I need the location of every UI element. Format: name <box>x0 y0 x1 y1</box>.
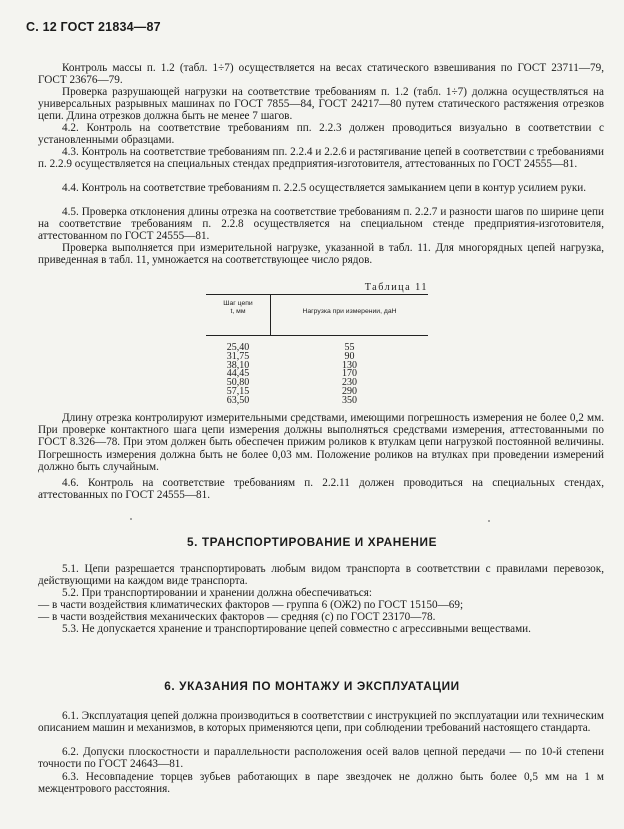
table-cell-pitch: 44,45 <box>226 368 250 380</box>
paragraph-6-3: 6.3. Несовпадение торцев зубьев работающих в паре звездочек не должно быть более 0,5 мм на 1 м межцентрового расстояния. <box>38 771 604 796</box>
paragraph-4-5: 4.5. Проверка отклонения длины отрезка на соответствие требованиям п. 2.2.7 и разности шагов по ширине цепи на соответствие требованиям п. 2.2.8 осуществляется на специальном стенде предприятия-изготовителя, аттестованном по ГОСТ 24555—81. <box>38 206 604 243</box>
paragraph-4-4: 4.4. Контроль на соответствие требованиям п. 2.2.5 осуществляется замыканием цепи в контур усилием руки. <box>62 182 587 194</box>
table-header-pitch-line1: Шаг цепи <box>223 300 253 307</box>
table-cell-load: 90 <box>344 350 355 362</box>
table-divider-vertical <box>270 295 271 335</box>
paragraph-length-measurement: Длину отрезка контролируют измерительными средствами, имеющими погрешность измерения не более 0,2 мм. При проверке контактного шага цепи измерения должны выполняться средствами измерения, аттестованными по ГОСТ 8.326—78. При этом должен быть обеспечен прижим роликов к втулкам цепи нагрузкой постоянной величины. Погрешность измерения должна быть не более 0,03 мм. Положение роликов на втулках при проведении измерений должно быть случайным. <box>38 412 604 473</box>
paragraph-5-1: 5.1. Цепи разрешается транспортировать любым видом транспорта в соответствии с правилами перевозок, действующими на каждом виде транспорта. <box>38 563 604 588</box>
paragraph-5-3: 5.3. Не допускается хранение и транспортирование цепей совместно с агрессивными веществами. <box>62 623 531 635</box>
paragraph-5-2-climate: — в части воздействия климатических факторов — группа 6 (ОЖ2) по ГОСТ 15150—69; <box>38 599 464 611</box>
paragraph-6-2: 6.2. Допуски плоскостности и параллельности расположения осей валов цепной передачи — по 10-й степени точности по ГОСТ 24643—81. <box>38 746 604 771</box>
section-6-title: 6. УКАЗАНИЯ ПО МОНТАЖУ И ЭКСПЛУАТАЦИИ <box>164 679 460 693</box>
paragraph-4-2: 4.2. Контроль на соответствие требованиям пп. 2.2.3 должен проводиться визуально в соответствии с установленными образцами. <box>38 122 604 147</box>
table-cell-pitch: 38,10 <box>226 359 250 371</box>
table-header-pitch-line2: t, мм <box>230 308 246 315</box>
table-header-load: Нагрузка при измерении, даН <box>302 308 397 315</box>
paragraph-mass-control: Контроль массы п. 1.2 (табл. 1÷7) осуществляется на весах статического взвешивания по ГОСТ 23711—79, ГОСТ 23676—79. <box>38 62 604 87</box>
table-cell-load: 55 <box>344 342 355 353</box>
table-column-pitch <box>206 335 270 406</box>
table-cell-load: 170 <box>342 368 357 380</box>
scan-speck <box>488 520 490 522</box>
paragraph-4-3: 4.3. Контроль на соответствие требованиям пп. 2.2.4 и 2.2.6 и растягивание цепей в соответствии с требованиями п. 2.2.9 осуществляется на специальных стендах предприятия-изготовителя, аттестованных по ГОСТ 24555—81. <box>38 146 604 171</box>
page-header: С. 12 ГОСТ 21834—87 <box>26 20 161 34</box>
table-cell-pitch: 63,50 <box>226 394 250 406</box>
table-cell-load: 130 <box>342 359 357 371</box>
paragraph-5-2-mechanical: — в части воздействия механических факторов — средняя (с) по ГОСТ 23170—78. <box>38 611 436 623</box>
table-cell-pitch: 31,75 <box>226 350 250 362</box>
table-cell-pitch: 25,40 <box>226 342 250 353</box>
table-cell-pitch: 57,15 <box>226 385 250 397</box>
paragraph-breaking-load: Проверка разрушающей нагрузки на соответствие требованиям п. 1.2 (табл. 1÷7) должна осуществляться на универсальных разрывных машинах по ГОСТ 7855—84, ГОСТ 24217—80 путем статического растяжения отрезков цепи. Длина отрезков должна быть не менее 7 шагов. <box>38 86 604 123</box>
table-cell-load: 290 <box>342 385 357 397</box>
table-cell-pitch: 50,80 <box>226 377 250 389</box>
table-caption: Таблица 11 <box>364 282 428 293</box>
table-header-pitch <box>206 300 270 316</box>
table-cell-load: 230 <box>342 377 357 389</box>
scan-speck <box>130 518 132 520</box>
table-11 <box>206 294 428 405</box>
paragraph-5-2: 5.2. При транспортировании и хранении должна обеспечиваться: <box>62 587 373 599</box>
paragraph-measuring-load: Проверка выполняется при измерительной нагрузке, указанной в табл. 11. Для многорядных цепей нагрузка, приведенная в табл. 11, умножается на соответствующее число рядов. <box>38 242 604 267</box>
paragraph-4-6: 4.6. Контроль на соответствие требованиям п. 2.2.11 должен проводиться на специальных стендах, аттестованных по ГОСТ 24555—81. <box>38 477 604 502</box>
section-5-title: 5. ТРАНСПОРТИРОВАНИЕ И ХРАНЕНИЕ <box>186 535 438 549</box>
table-cell-load: 350 <box>342 394 357 406</box>
table-column-load <box>271 335 428 406</box>
paragraph-6-1: 6.1. Эксплуатация цепей должна производиться в соответствии с инструкцией по эксплуатации или техническим описанием машин и механизмов, в которых применяются цепи, при соблюдении требований настоящего стандарта. <box>38 710 604 735</box>
